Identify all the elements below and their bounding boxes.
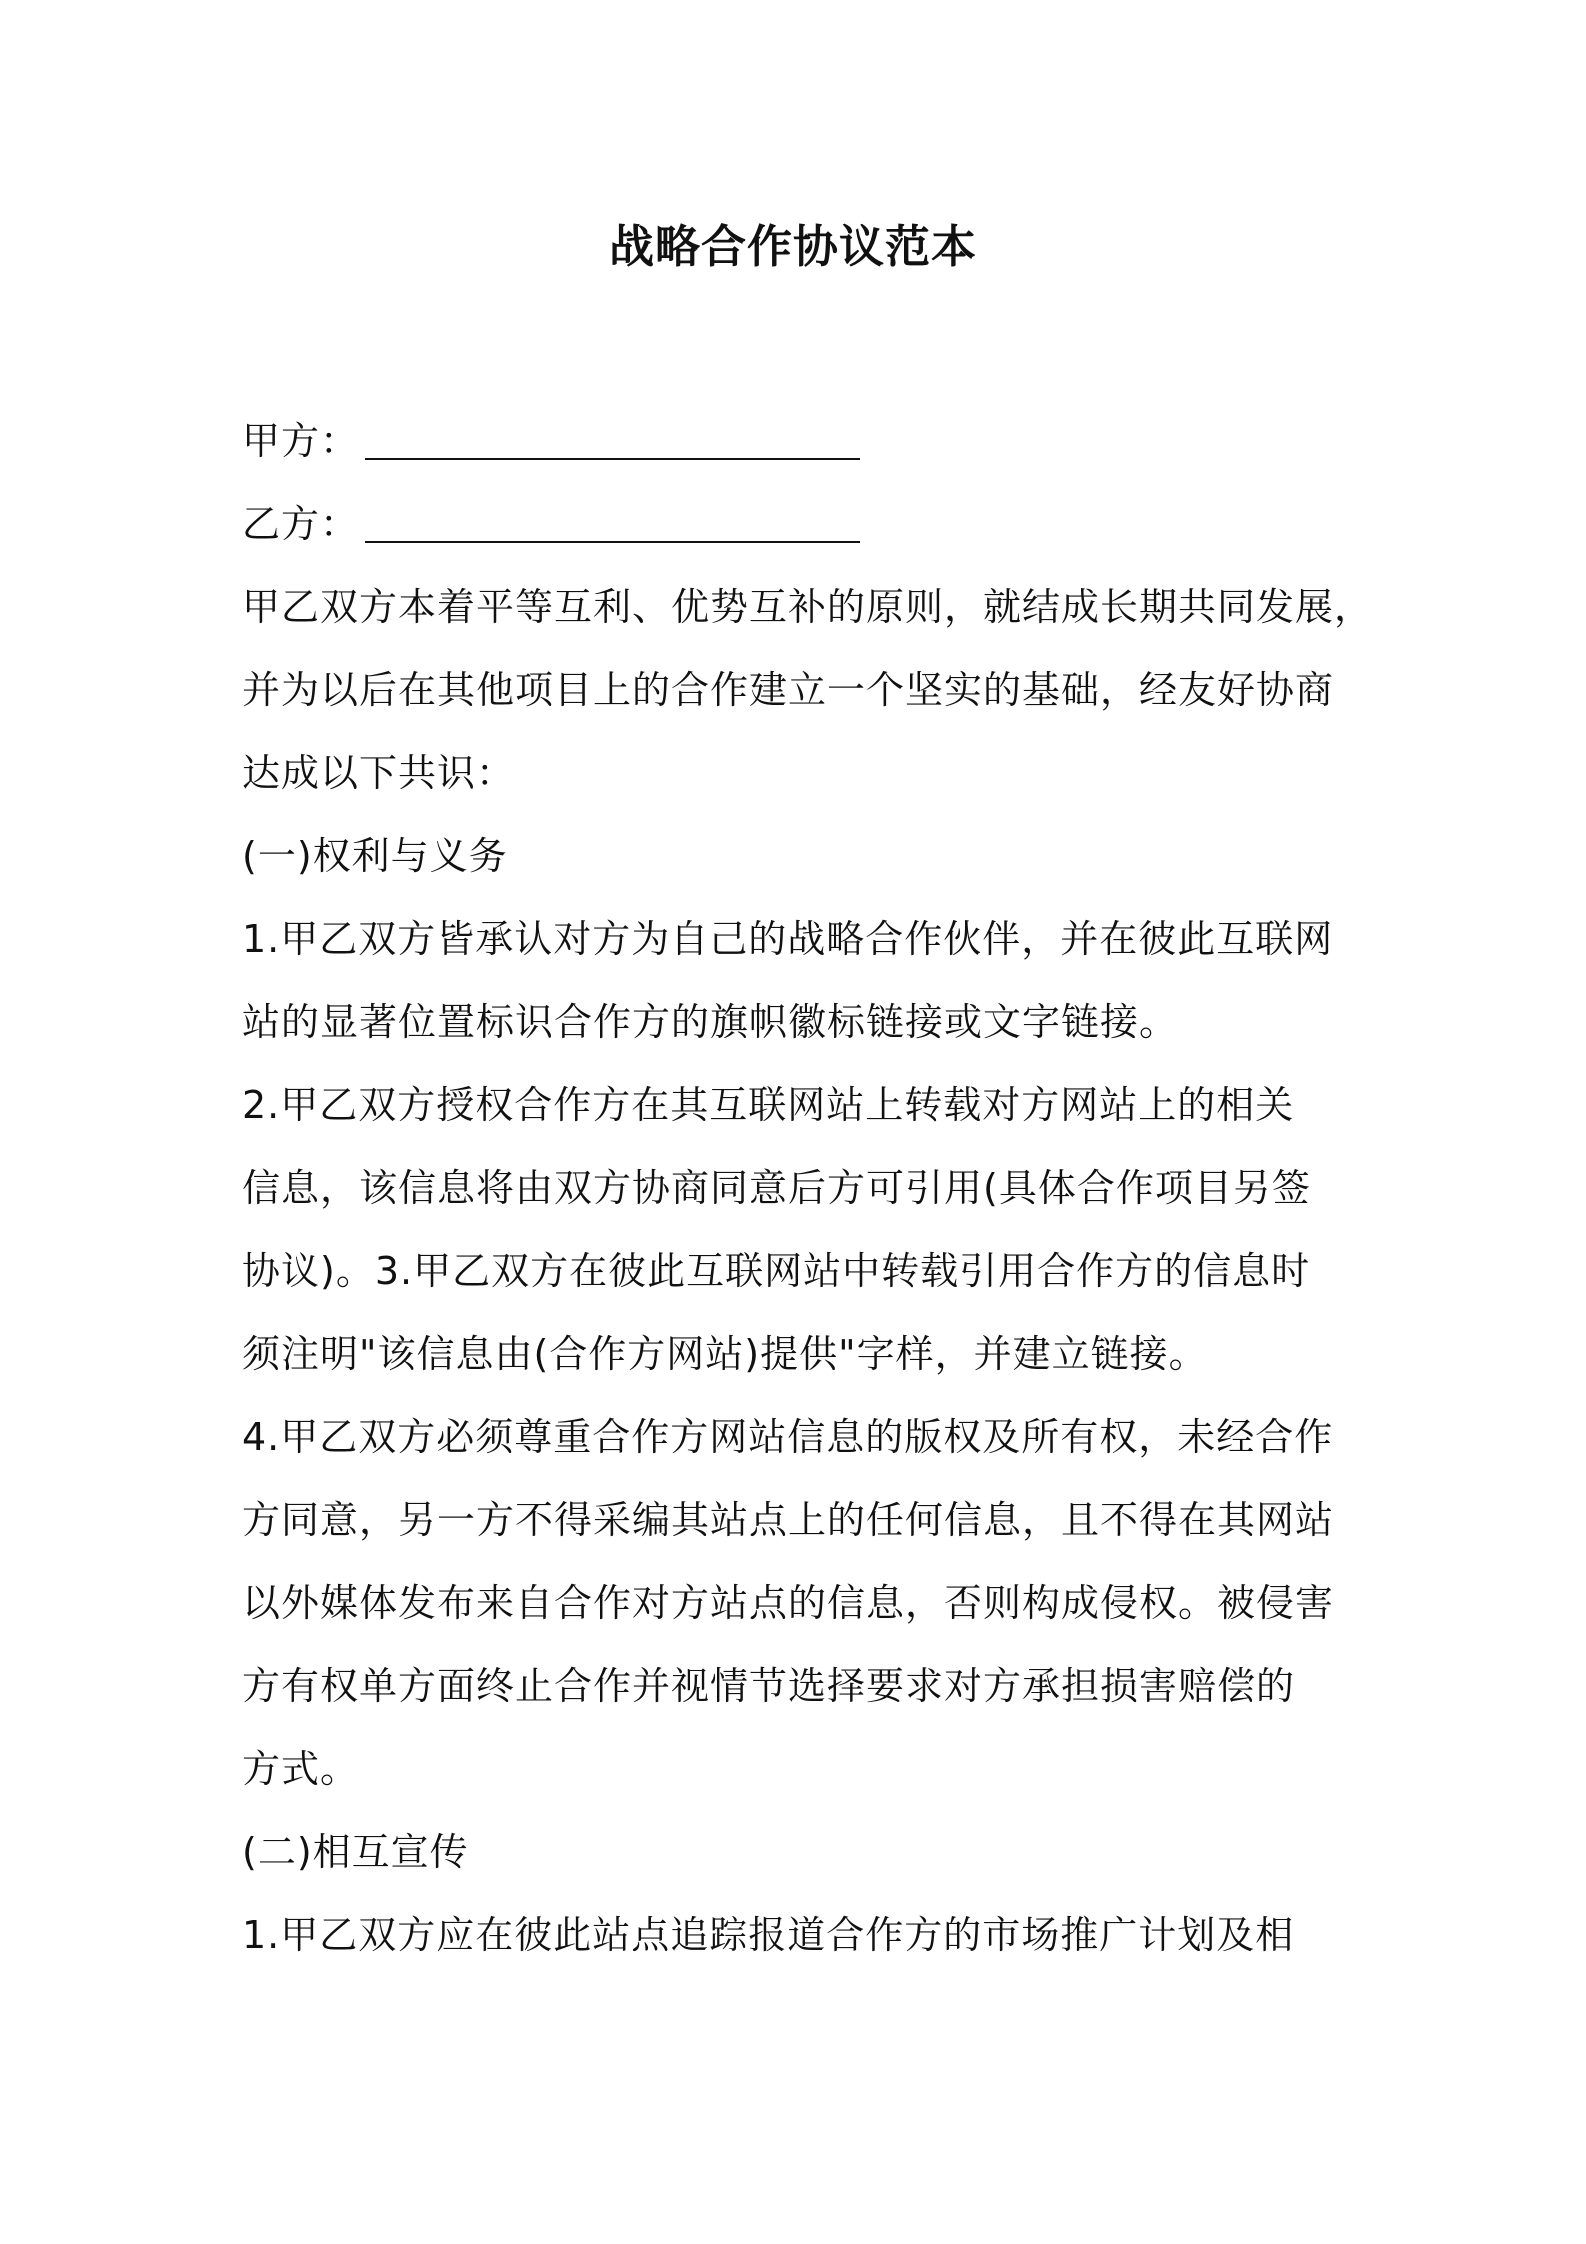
document-body: [242, 400, 1374, 1977]
text-line: 协议)。3.甲乙双方在彼此互联网站中转载引用合作方的信息时: [242, 1249, 1311, 1293]
party-b-line: [242, 483, 1354, 566]
text-line: 甲乙双方本着平等互利、优势互补的原则，就结成长期共同发展，: [242, 585, 1374, 629]
text-line: 方同意，另一方不得采编其站点上的任何信息，且不得在其网站: [242, 1498, 1335, 1542]
text-line: 2.甲乙双方授权合作方在其互联网站上转载对方网站上的相关: [242, 1083, 1295, 1127]
text-line: 站的显著位置标识合作方的旗帜徽标链接或文字链接。: [242, 1000, 1179, 1044]
party-b-blank: [365, 503, 860, 543]
text-line: 以外媒体发布来自合作对方站点的信息，否则构成侵权。被侵害: [242, 1581, 1335, 1625]
text-line: 1.甲乙双方应在彼此站点追踪报道合作方的市场推广计划及相: [242, 1913, 1295, 1957]
text-line: 4.甲乙双方必须尊重合作方网站信息的版权及所有权，未经合作: [242, 1415, 1334, 1459]
text-line: 须注明"该信息由(合作方网站)提供"字样，并建立链接。: [242, 1332, 1208, 1376]
party-a-line: [242, 400, 1354, 483]
text-line: 1.甲乙双方皆承认对方为自己的战略合作伙伴，并在彼此互联网: [242, 917, 1334, 961]
document-title: 战略合作协议范本: [608, 220, 977, 273]
text-line: 并为以后在其他项目上的合作建立一个坚实的基础，经友好协商: [242, 668, 1335, 712]
section-heading-promotion: (二)相互宣传: [242, 1830, 469, 1874]
party-a-blank: [365, 420, 860, 460]
party-b-label: 乙方：: [242, 502, 360, 546]
party-a-label: 甲方：: [242, 419, 360, 463]
section-heading-rights: (一)权利与义务: [242, 834, 508, 878]
text-line: 方有权单方面终止合作并视情节选择要求对方承担损害赔偿的: [242, 1664, 1296, 1708]
text-line: 达成以下共识：: [242, 751, 516, 795]
text-line: 方式。: [242, 1747, 360, 1791]
text-line: 信息，该信息将由双方协商同意后方可引用(具体合作项目另签: [242, 1166, 1311, 1210]
